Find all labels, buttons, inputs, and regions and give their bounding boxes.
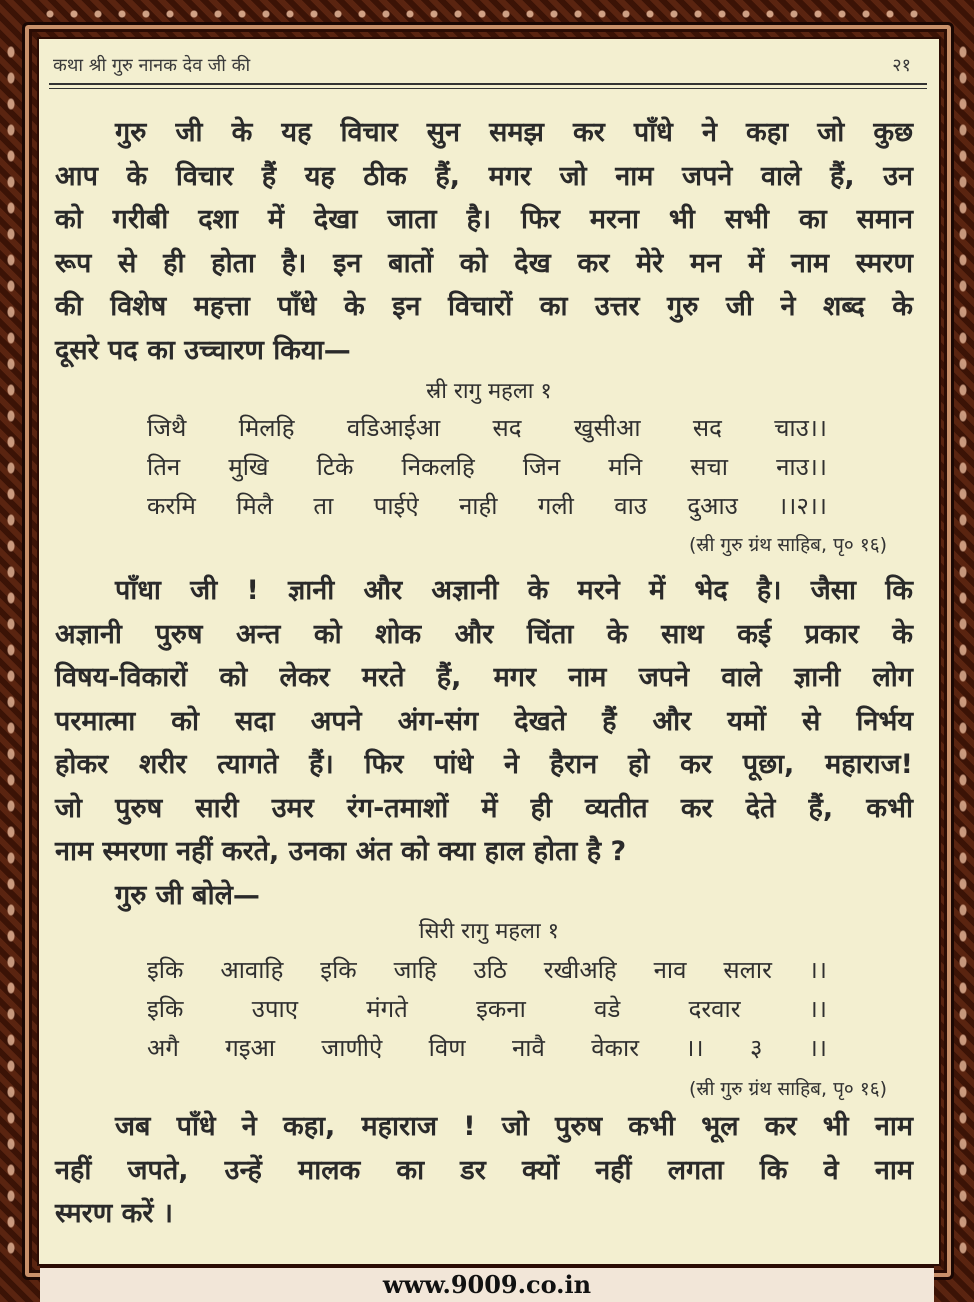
verse-line: तिन मुखि टिके निकलहि जिन मनि सचा नाउ।। <box>147 453 827 481</box>
verse-1-citation: (स्री गुरु ग्रंथ साहिब, पृ० १६) <box>689 534 887 556</box>
verse-line: अगै गइआ जाणीऐ विण नावै वेकार ।। ३ ।। <box>147 1034 827 1062</box>
verse-line: इकि उपाए मंगते इकना वडे दरवार ।। <box>147 995 827 1023</box>
header-rule-thin <box>49 88 927 89</box>
text-line: की विशेष महत्ता पाँधे के इन विचारों का उत्तर गुरु जी ने शब्द के <box>55 291 913 322</box>
text-line: विषय-विकारों को लेकर मरते हैं, मगर नाम जपने वाले ज्ञानी लोग <box>55 662 913 693</box>
text-line: नाम स्मरणा नहीं करते, उनका अंत को क्या हाल होता है ? <box>55 836 627 867</box>
text-line: जब पाँधे ने कहा, महाराज ! जो पुरुष कभी भूल कर भी नाम <box>115 1111 913 1142</box>
verse-2 <box>147 951 827 1068</box>
paragraph-2 <box>55 569 913 917</box>
text-line: रूप से ही होता है। इन बातों को देख कर मेरे मन में नाम स्मरण <box>55 247 913 279</box>
text-line: नहीं जपते, उन्हें मालक का डर क्यों नहीं लगता कि वे नाम <box>55 1154 913 1186</box>
text-line: अज्ञानी पुरुष अन्त को शोक और चिंता के साथ कई प्रकार के <box>55 618 913 650</box>
text-line: होकर शरीर त्यागते हैं। फिर पांधे ने हैरान हो कर पूछा, महाराज! <box>55 749 913 780</box>
text-line: को गरीबी दशा में देखा जाता है। फिर मरना भी सभी का समान <box>55 204 913 235</box>
verse-2-citation: (स्री गुरु ग्रंथ साहिब, पृ० १६) <box>689 1078 887 1100</box>
verse-line: इकि आवाहि इकि जाहि उठि रखीअहि नाव सलार ।। <box>147 956 827 984</box>
verse-1-title: स्री रागु महला १ <box>426 379 552 404</box>
ornament-top <box>40 4 934 24</box>
book-page <box>37 37 941 1266</box>
page-header <box>53 47 921 81</box>
guru-said: गुरु जी बोले— <box>115 879 260 911</box>
verse-2-title: सिरी रागु महला १ <box>418 919 560 944</box>
text-line: गुरु जी के यह विचार सुन समझ कर पाँधे ने कहा जो कुछ <box>115 117 913 148</box>
page-number: २१ <box>892 55 911 76</box>
verse-1 <box>147 409 827 526</box>
text-line: परमात्मा को सदा अपने अंग-संग देखते हैं और यमों से निर्भय <box>55 705 913 737</box>
verse-line: जिथै मिलहि वडिआईआ सद खुसीआ सद चाउ।। <box>147 414 827 442</box>
paragraph-1 <box>55 111 913 372</box>
verse-line: करमि मिलै ता पाईऐ नाही गली वाउ दुआउ ।।२।। <box>147 492 827 520</box>
text-line: आप के विचार हैं यह ठीक हैं, मगर जो नाम जपने वाले हैं, उन <box>55 160 913 192</box>
ornament-right <box>954 40 972 1262</box>
paragraph-3 <box>55 1105 913 1236</box>
text-line: पाँधा जी ! ज्ञानी और अज्ञानी के मरने में भेद है। जैसा कि <box>115 575 913 606</box>
running-title: कथा श्री गुरु नानक देव जी की <box>53 55 251 76</box>
ornament-left <box>2 40 20 1262</box>
website-footer[interactable]: www.9009.co.in <box>382 1270 592 1299</box>
text-line: दूसरे पद का उच्चारण किया— <box>55 334 351 366</box>
header-rule <box>49 83 927 85</box>
text-line: जो पुरुष सारी उमर रंग-तमाशों में ही व्यतीत कर देते हैं, कभी <box>55 792 913 824</box>
text-line: स्मरण करें । <box>55 1198 174 1229</box>
